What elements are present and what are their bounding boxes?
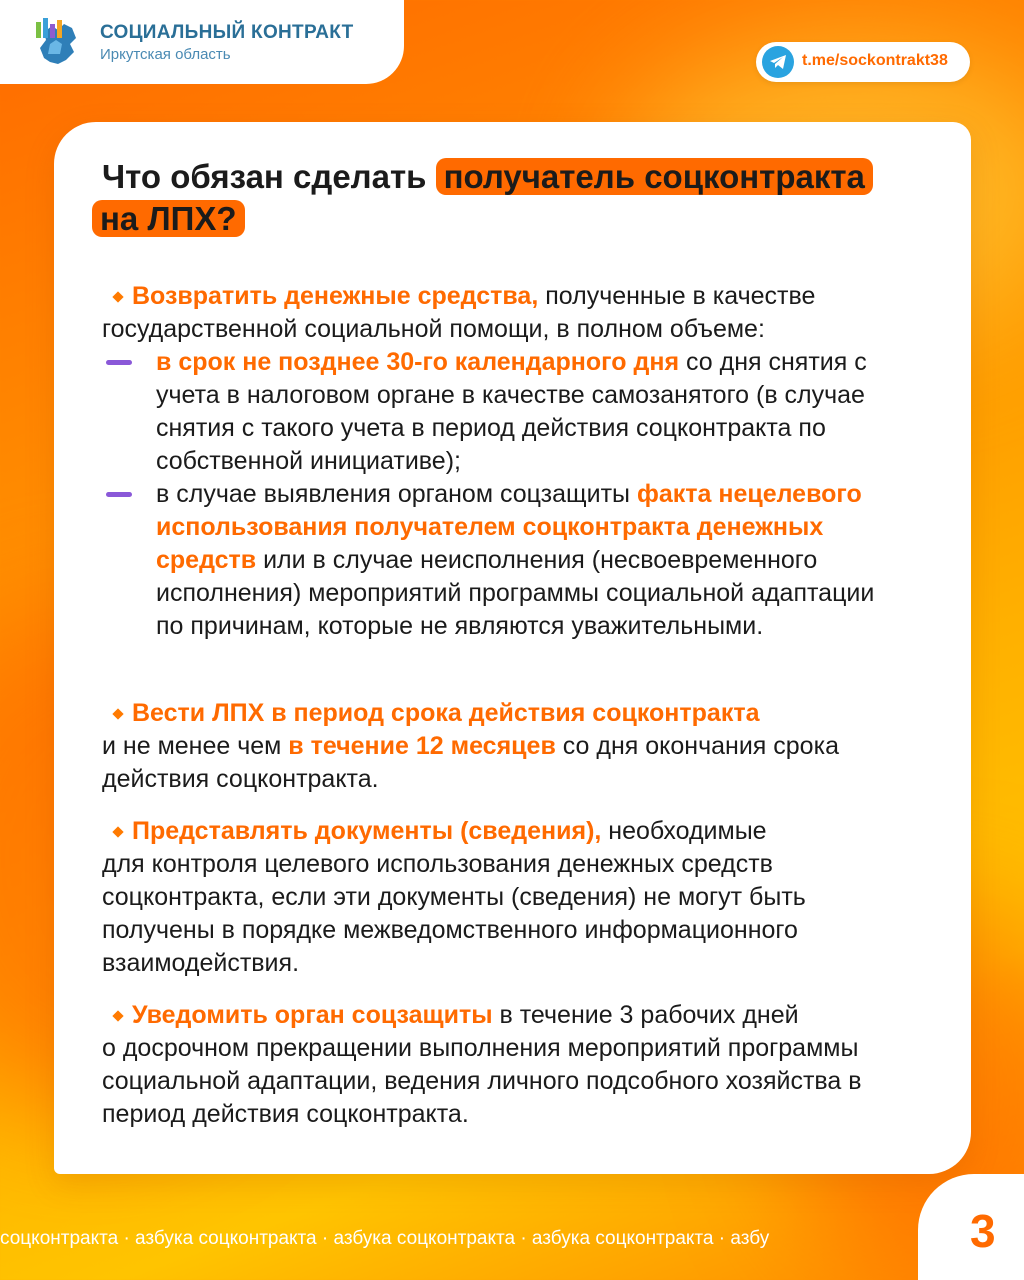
- subitem-accent: в срок не позднее 30-го календарного дня: [156, 348, 680, 376]
- brand-subtitle: Иркутская область: [100, 46, 231, 63]
- dash-bullet-icon: [106, 360, 132, 365]
- obligation-lead: Уведомить орган соцзащиты: [132, 1001, 493, 1029]
- obligation-provide-documents: [102, 815, 902, 980]
- dash-bullet-icon: [106, 492, 132, 497]
- telegram-link-button[interactable]: [756, 42, 970, 82]
- obligation-text: со дня окончания срока: [555, 732, 839, 760]
- obligation-lead: Вести ЛПХ в период срока действия соцконтракта: [132, 699, 760, 727]
- page-number: 3: [970, 1205, 996, 1257]
- page-number-tab: [918, 1174, 1024, 1280]
- diamond-bullet-icon: [112, 291, 123, 302]
- obligation-text: для контроля целевого использования денежных средств соцконтракта, если эти документы (сведения) не могут быть получены в порядке межведомственного информационного взаимодействия.: [102, 850, 806, 977]
- list-item: [102, 478, 902, 643]
- ticker-strip: соцконтракта · азбука соцконтракта · азбука соцконтракта · азбука соцконтракта · азбу: [0, 1228, 770, 1249]
- obligation-text: полученные в качестве: [538, 282, 816, 310]
- obligation-notify: [102, 999, 902, 1131]
- obligation-text: необходимые: [601, 817, 767, 845]
- brand-header: [0, 0, 404, 84]
- title-highlight: получатель соцконтракта: [436, 158, 873, 195]
- telegram-plane-icon: [762, 46, 794, 78]
- obligation-text: и не менее чем: [102, 732, 289, 760]
- diamond-bullet-icon: [112, 1010, 123, 1021]
- subitem-text: со дня снятия с учета в налоговом органе в качестве самозанятого (в случае снятия с такого учета в период действия соцконтракта по собственной инициативе);: [156, 348, 867, 475]
- obligation-text: в течение 3 рабочих дней: [492, 1001, 799, 1029]
- diamond-bullet-icon: [112, 708, 123, 719]
- obligation-return-funds: [102, 280, 902, 643]
- subitem-text: в случае выявления органом соцзащиты: [156, 480, 637, 508]
- obligation-keep-lph: [102, 697, 902, 796]
- obligation-text: о досрочном прекращении выполнения мероприятий программы социальной адаптации, ведения личного подсобного хозяйства в период действия соцконтракта.: [102, 1034, 862, 1128]
- obligation-accent: в течение 12 месяцев: [288, 732, 556, 760]
- title-highlight: на ЛПХ?: [92, 200, 245, 237]
- diamond-bullet-icon: [112, 826, 123, 837]
- title-text: Что обязан сделать: [102, 158, 436, 195]
- telegram-link-text[interactable]: t.me/sockontrakt38: [802, 52, 948, 69]
- subitem-text: или в случае неисполнения (несвоевременного исполнения) мероприятий программы социальной адаптации по причинам, которые не являются уважительными.: [156, 546, 875, 640]
- obligation-lead: Возвратить денежные средства,: [132, 282, 539, 310]
- subitem-accent: факта нецелевого использования получателем соцконтракта денежных средств: [156, 480, 862, 574]
- brand-title: СОЦИАЛЬНЫЙ КОНТРАКТ: [100, 22, 354, 43]
- list-item: [102, 346, 902, 478]
- obligation-text: государственной социальной помощи, в полном объеме:: [102, 315, 765, 343]
- content-card: [54, 122, 971, 1174]
- irkutsk-region-map-logo: [30, 14, 88, 72]
- obligation-text: действия соцконтракта.: [102, 765, 379, 793]
- obligation-lead: Представлять документы (сведения),: [132, 817, 602, 845]
